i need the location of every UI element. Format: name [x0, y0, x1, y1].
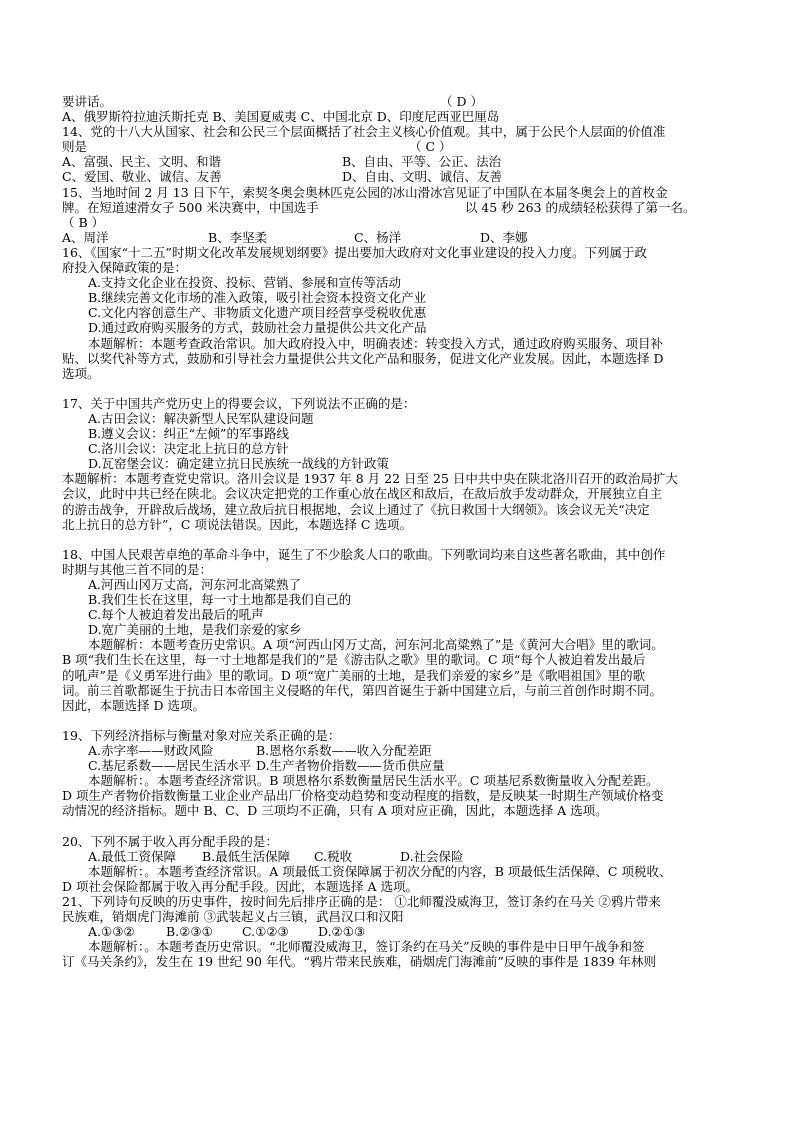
q20-stem: 20、下列不属于收入再分配手段的是：	[62, 833, 278, 849]
q14-options-row1	[62, 154, 734, 169]
q13-answer: （ D ）	[440, 94, 483, 109]
q17-option-b: B.遵义会议：纠正“左倾”的军事路线	[88, 426, 289, 442]
q17-option-d: D.瓦窑堡会议：确定建立抗日民族统一战线的方针政策	[88, 456, 390, 472]
q14-answer: （ C ）	[409, 139, 452, 155]
q17-explanation-line1: 本题解析：本题考查党史常识。洛川会议是 1937 年 8 月 22 日至 25 日中共中央在陕北洛川召开的政治局扩大	[62, 471, 678, 487]
q17-explanation-line2: 会议，此时中共已经在陕北。会议决定把党的工作重心放在战区和敌后，在敌后放手发动群众，开展独立自主	[62, 486, 663, 502]
q21-option-d: D.②①③	[318, 924, 366, 940]
q20-explanation-line1: 本题解析：。本题考查经济常识。A 项最低工资保障属于初次分配的内容，B 项最低生活保障、C 项税收、	[88, 863, 672, 879]
q14-option-d: D、自由、文明、诚信、友善	[342, 169, 503, 185]
q18-option-d: D.宽广美丽的土地，是我们亲爱的家乡	[88, 622, 302, 638]
q18-explanation-line2: B 项“我们生长在这里，每一寸土地都是我们的”是《游击队之歌》里的歌词。C 项“每个人被迫着发出最后	[62, 652, 646, 668]
q21-option-b: B.②③①	[166, 924, 213, 940]
q19-explanation-line2: D 项生产者物价指数衡量工业企业产品出厂价格变动趋势和变动程度的指数，是反映某一时期生产领域价格变	[62, 788, 664, 804]
q16-option-b: B.继续完善文化市场的准入政策，吸引社会资本投资文化产业	[88, 290, 427, 306]
q20-option-c: C.税收	[314, 848, 353, 864]
q14-stem-line1: 14、党的十八大从国家、社会和公民三个层面概括了社会主义核心价值观。其中，属于公民个人层面的价值准	[62, 124, 666, 140]
q15-stem-line2: 牌。在短道速滑女子 500 米决赛中，中国选手 以 45 秒 263 的成绩轻松获得了第一名。	[62, 199, 696, 215]
q18-stem-line1: 18、中国人民艰苦卓绝的革命斗争中，诞生了不少脍炙人口的歌曲。下列歌词均来自这些著名歌曲，其中创作	[62, 546, 666, 562]
q14-options-row2	[62, 169, 734, 184]
spacer	[62, 381, 734, 396]
q20-option-d: D.社会保险	[400, 848, 464, 864]
q18-option-a: A.河西山冈万丈高，河东河北高粱熟了	[88, 577, 302, 592]
q14-option-a: A、富强、民主、文明、和谐	[62, 154, 222, 170]
q15-option-a: A、周洋	[62, 229, 109, 245]
q13-stem: 要讲话。 （ D ）	[62, 94, 483, 109]
spacer	[62, 713, 734, 728]
q20-options	[62, 849, 734, 864]
q16-explanation-line2: 贴、以奖代补等方式，鼓励和引导社会力量提供公共文化产品和服务，促进文化产业发展。因此，本题选择 D	[62, 350, 664, 366]
q21-stem-line2: 民族难，销烟虎门海滩前 ③武装起义占三镇，武昌汉口和汉阳	[62, 909, 404, 925]
q20-option-b: B.最低生活保障	[202, 848, 291, 864]
q19-option-c: C.基尼系数——居民生活水平	[88, 758, 252, 774]
q17-stem: 17、关于中国共产党历史上的得要会议，下列说法不正确的是：	[62, 395, 416, 411]
q15-options	[62, 230, 734, 245]
q21-option-c: C.①②③	[242, 924, 289, 940]
q19-explanation-line1: 本题解析：。本题考查经济常识。B 项恩格尔系数衡量居民生活水平。C 项基尼系数衡量收入分配差距。	[88, 773, 659, 789]
q21-stem-line1: 21、下列诗句反映的历史事件，按时间先后排序正确的是： ①北师覆没威海卫，签订条约在马关 ②鸦片带来	[62, 893, 661, 909]
q19-option-a: A.赤字率——财政风险	[88, 743, 214, 759]
q19-stem: 19、下列经济指标与衡量对象对应关系正确的是：	[62, 727, 341, 743]
q16-stem-line1: 16、《国家“十二五”时期文化改革发展规划纲要》提出要加大政府对文化事业建设的投入力度。下列属于政	[62, 244, 647, 260]
q18-option-b: B.我们生长在这里，每一寸土地都是我们自己的	[88, 592, 352, 608]
q18-explanation-line5: 因此，本题选择 D 选项。	[62, 697, 205, 713]
q19-explanation-line3: 动情况的经济指标。题中 B、C、D 三项均不正确，只有 A 项对应正确，因此，本题选择 A 选项。	[62, 803, 608, 819]
q20-option-a: A.最低工资保障	[88, 848, 177, 864]
q20-explanation-line2: D 项社会保险都属于收入再分配手段。因此，本题选择 A 选项。	[62, 878, 418, 894]
q19-options-row2	[62, 758, 734, 773]
q21-options	[62, 924, 734, 939]
q16-explanation-line1: 本题解析：本题考查政治常识。加大政府投入中，明确表述：转变投入方式，通过政府购买服务、项目补	[88, 335, 664, 351]
spacer	[62, 532, 734, 547]
q19-option-b: B.恩格尔系数——收入分配差距	[256, 743, 432, 759]
q14-stem-line2: 则是 （ C ）	[62, 139, 452, 155]
q19-option-d: D.生产者物价指数——货币供应量	[256, 758, 445, 774]
q18-option-c: C.每个人被迫着发出最后的吼声	[88, 607, 264, 623]
q16-option-d: D.通过政府购买服务的方式，鼓励社会力量提供公共文化产品	[88, 320, 427, 336]
q13-options: A、俄罗斯符拉迪沃斯托克 B、美国夏威夷 C、中国北京 D、印度尼西亚巴厘岛	[62, 109, 500, 125]
q16-stem-line2: 府投入保障政策的是：	[62, 260, 188, 276]
q16-explanation-line3: 选项。	[62, 365, 100, 381]
q14-option-c: C、爱国、敬业、诚信、友善	[62, 169, 222, 185]
q18-explanation-line1: 本题解析：本题考查历史常识。A 项“河西山冈万丈高，河东河北高粱熟了”是《黄河大合唱》里的歌词。	[88, 637, 664, 653]
q21-option-a: A.①③②	[88, 924, 135, 940]
q19-options-row1	[62, 743, 734, 758]
q17-option-a: A.古田会议：解决新型人民军队建设问题	[88, 410, 314, 426]
q17-option-c: C.洛川会议：决定北上抗日的总方针	[88, 441, 289, 457]
q15-option-b: B、李坚柔	[208, 229, 268, 245]
spacer	[62, 819, 734, 834]
q16-option-c: C.文化内容创意生产、非物质文化遗产项目经营享受税收优惠	[88, 305, 427, 321]
q15-option-c: C、杨洋	[354, 229, 402, 245]
q16-option-a: A.支持文化企业在投资、投标、营销、参展和宣传等活动	[88, 275, 402, 291]
q17-explanation-line4: 北上抗日的总方针”，C 项说法错误。因此，本题选择 C 选项。	[62, 516, 412, 532]
q18-explanation-line4: 词。前三首歌都诞生于抗击日本帝国主义侵略的年代，第四首诞生于新中国建立后，与前三首创作时期不同。	[62, 682, 663, 698]
q17-explanation-line3: 的游击战争，开辟敌后战场，建立敌后抗日根据地，会议上通过了《抗日救国十大纲领》。该会议无关“决定	[62, 501, 650, 517]
q21-explanation-line1: 本题解析：。本题考查历史常识。“北师覆没威海卫，签订条约在马关”反映的事件是中日甲午战争和签	[88, 939, 645, 955]
q15-answer: （ B ）	[62, 214, 105, 230]
document-page	[62, 94, 734, 969]
q21-explanation-line2: 订《马关条约》，发生在 19 世纪 90 年代。“鸦片带来民族难，硝烟虎门海滩前”反映的事件是 1839 年林则	[62, 954, 656, 970]
q18-stem-line2: 时期与其他三首不同的是：	[62, 561, 213, 577]
q15-option-d: D、李娜	[480, 229, 528, 245]
q15-stem-line1: 15、当地时间 2 月 13 日下午，索契冬奥会奥林匹克公园的冰山滑冰宫见证了中国队在本届冬奥会上的首枚金	[62, 184, 668, 200]
q14-option-b: B、自由、平等、公正、法治	[342, 154, 502, 170]
q18-explanation-line3: 的吼声”是《义勇军进行曲》里的歌词。D 项“宽广美丽的土地，是我们亲爱的家乡”是《歌唱祖国》里的歌	[62, 667, 646, 683]
